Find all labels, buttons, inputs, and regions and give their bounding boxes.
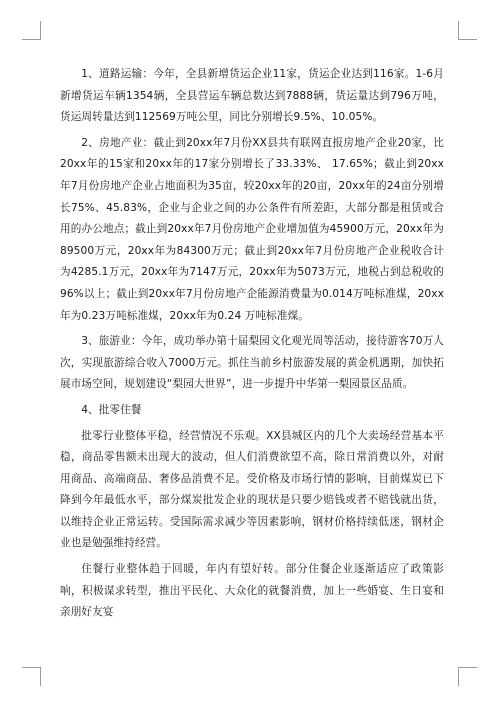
crop-mark-top-right (458, 21, 477, 40)
paragraph-catering: 住餐行业整体趋于回暖，年内有望好转。部分住餐企业逐渐适应了政策影响，积极谋求转型，推出平民化、大众化的就餐消费，加上一些婚宴、生日宴和亲朋好友宴 (60, 563, 444, 619)
section-heading-retail-catering: 4、批零住餐 (81, 403, 142, 416)
paragraph-road-transport: 1、道路运输：今年，全县新增货运企业11家，货运企业达到116家。1-6月新增货运车辆1354辆，全县营运车辆总数达到7888辆，货运量达到796万吨，货运周转量达到112569万吨公里，同比分别增长9.5%、10.05%。 (60, 68, 444, 124)
crop-mark-bottom-left (22, 667, 41, 686)
document-body (60, 64, 444, 624)
crop-mark-bottom-right (458, 667, 477, 686)
paragraph-real-estate: 2、房地产业：截止到20xx年7月份XX县共有联网直报房地产企业20家，比20xx年的15家和20xx年的17家分别增长了33.33%、 17.65%；截止到20xx年7月份房地产企业占地面积为35亩，较20xx年的20亩，20xx年的24亩分别增长75%、45.83%，企业与企业之间的办公条件有所差距，大部分都是租赁或合用的办公地点；截止到20xx年7月份房地产企业增加值为45900万元，20xx年为89500万元，20xx年为84300万元；截止到20xx年7月份房地产企业税收合计为4285.1万元，20xx年为7147万元，20xx年为5073万元，地税占到总税收的96%以上；截止到20xx年7月份房地产企能源消费量为0.014万吨标准煤，20xx年为0.23万吨标准煤，20xx年为0.24 万吨标准煤。 (60, 136, 444, 322)
crop-mark-top-left (22, 21, 41, 40)
paragraph-tourism: 3、旅游业：今年，成功举办第十届梨园文化观光周等活动，接待游客70万人次，实现旅游综合收入7000万元。抓住当前乡村旅游发展的黄金机遇期，加快拓展市场空间，规划建设“梨园大世界”，进一步提升中华第一梨园景区品质。 (60, 335, 444, 391)
paragraph-retail: 批零行业整体平稳，经营情况不乐观。XX县城区内的几个大卖场经营基本平稳，商品零售额未出现大的波动，但人们消费欲望不高，除日常消费以外，对耐用商品、高端商品、奢侈品消费不足。受价格及市场行情的影响，目前煤炭已下降到今年最低水平，部分煤炭批发企业的现状是只要少赔钱或者不赔钱就出货，以维持企业正常运转。受国际需求减少等因素影响，钢材价格持续低迷，钢材企业也是勉强维持经营。 (60, 429, 444, 550)
